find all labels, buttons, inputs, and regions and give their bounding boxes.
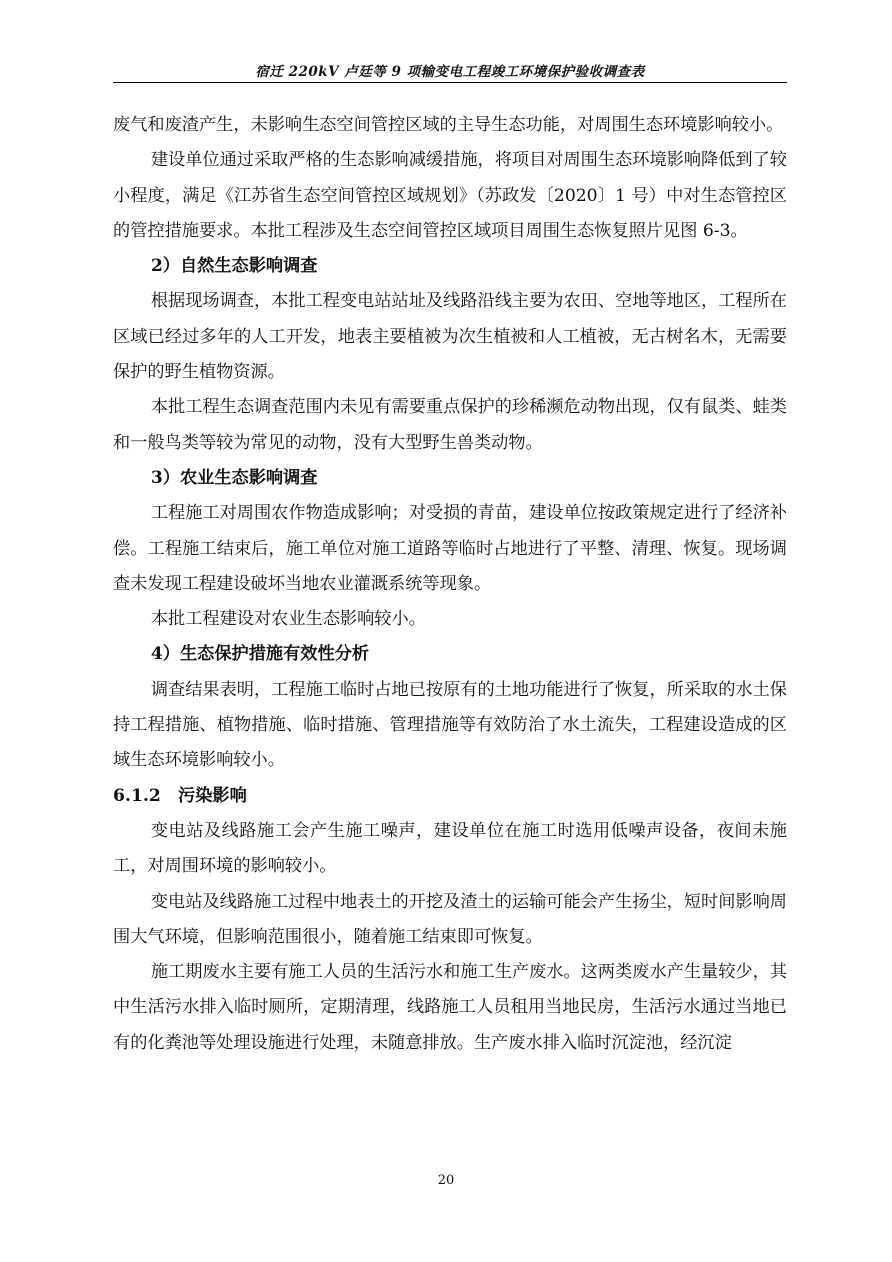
header-divider <box>113 82 787 83</box>
paragraph: 施工期废水主要有施工人员的生活污水和施工生产废水。这两类废水产生量较少，其中生活污水排入临时厕所，定期清理，线路施工人员租用当地民房，生活污水通过当地已有的化粪池等处理设施进行处理，未随意排放。生产废水排入临时沉淀池，经沉淀 <box>113 962 787 1053</box>
paragraph: 根据现场调查，本批工程变电站站址及线路沿线主要为农田、空地等地区，工程所在区域已经过多年的人工开发，地表主要植被为次生植被和人工植被，无古树名木，无需要保护的野生植物资源。 <box>113 291 787 383</box>
paragraph: 工程施工对周围农作物造成影响；对受损的青苗，建设单位按政策规定进行了经济补偿。工程施工结束后，施工单位对施工道路等临时占地进行了平整、清理、恢复。现场调查未发现工程建设破坏当地农业灌溉系统等现象。 <box>113 503 787 594</box>
subheading-agricultural-ecology: 3）农业生态影响调查 <box>150 467 318 488</box>
paragraph: 建设单位通过采取严格的生态影响减缓措施，将项目对周围生态环境影响降低到了较小程度，满足《江苏省生态空间管控区域规划》（苏政发〔2020〕1 号）中对生态管控区的管控措施要求。本批工程涉及生态空间管控区域项目周围生态恢复照片见图 6-3。 <box>113 150 787 241</box>
page-number: 20 <box>437 1173 455 1188</box>
section-heading-pollution-impact: 6.1.2 污染影响 <box>113 785 247 806</box>
document-body <box>113 108 787 1061</box>
paragraph-continuation: 废气和废渣产生，未影响生态空间管控区域的主导生态功能，对周围生态环境影响较小。 <box>113 115 784 135</box>
paragraph: 本批工程生态调查范围内未见有需要重点保护的珍稀濒危动物出现，仅有鼠类、蛙类和一般鸟类等较为常见的动物，没有大型野生兽类动物。 <box>113 397 787 453</box>
page-header-title: 宿迁 220kV 卢廷等 9 项输变电工程竣工环境保护验收调查表 <box>255 64 645 80</box>
paragraph: 调查结果表明，工程施工临时占地已按原有的土地功能进行了恢复，所采取的水土保持工程措施、植物措施、临时措施、管理措施等有效防治了水土流失，工程建设造成的区域生态环境影响较小。 <box>113 679 787 771</box>
paragraph: 变电站及线路施工过程中地表土的开挖及渣土的运输可能会产生扬尘，短时间影响周围大气环境，但影响范围很小，随着施工结束即可恢复。 <box>113 891 787 947</box>
paragraph: 本批工程建设对农业生态影响较小。 <box>150 609 426 630</box>
subheading-natural-ecology: 2）自然生态影响调查 <box>150 256 318 277</box>
paragraph: 变电站及线路施工会产生施工噪声，建设单位在施工时选用低噪声设备，夜间未施工，对周围环境的影响较小。 <box>113 820 787 877</box>
subheading-measure-effectiveness: 4）生态保护措施有效性分析 <box>150 644 370 665</box>
